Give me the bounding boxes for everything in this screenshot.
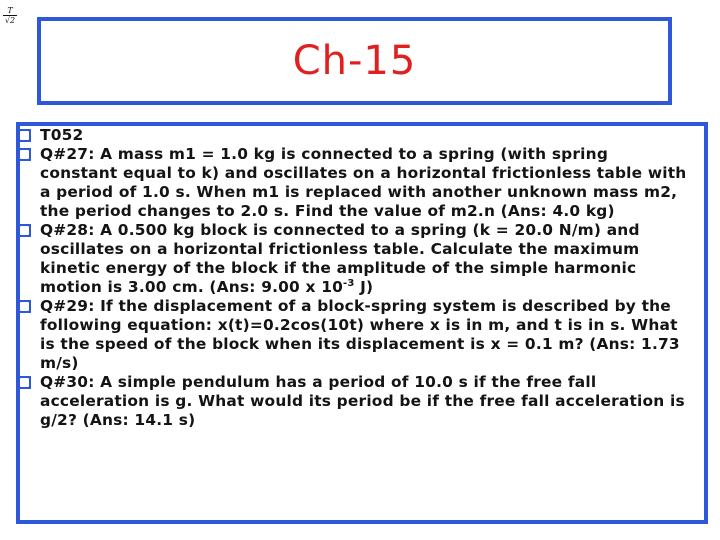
item-text: Q#30: A simple pendulum has a period of 10.0 s if the free fall acceleration is g. What would its period be if the free fall acceleration is g/2? (Ans: 14.1 s) — [40, 373, 685, 429]
bullet-icon — [18, 300, 31, 313]
item-text: Q#27: A mass m1 = 1.0 kg is connected to a spring (with spring constant equal to k) and oscillates on a horizontal frictionless table with a period of 1.0 s. When m1 is replaced with another unknown mass m2, the period changes to 2.0 s. Find the value of m2.n (Ans: 4.0 kg) — [40, 145, 687, 220]
list-item — [18, 297, 690, 373]
bullet-icon — [18, 224, 31, 237]
list-item — [18, 145, 690, 221]
q28-exponent: -3 — [343, 278, 355, 289]
list-item — [18, 373, 690, 430]
fraction-numerator: T — [3, 6, 17, 16]
bullet-icon — [18, 148, 31, 161]
item-text: Q#29: If the displacement of a block-spring system is described by the following equation: x(t)=0.2cos(10t) where x is in m, and t is in s. What is the speed of the block when its displacement is x = 0.1 m? (Ans: 1.73 m/s) — [40, 297, 680, 372]
corner-fraction — [3, 6, 17, 25]
item-text-q28 — [40, 221, 640, 296]
item-text: T052 — [40, 126, 84, 144]
q28-before: Q#28: A 0.500 kg block is connected to a spring (k = 20.0 N/m) and oscillates on a horizontal frictionless table. Calculate the maximum kinetic energy of the block if the amplitude of the simple harmonic motion is 3.00 cm. (Ans: 9.00 x 10 — [40, 221, 640, 296]
bullet-icon — [18, 376, 31, 389]
bullet-icon — [18, 129, 31, 142]
title-box — [37, 17, 672, 105]
list-item — [18, 221, 690, 297]
slide-title: Ch-15 — [292, 38, 417, 84]
question-list — [18, 126, 690, 430]
q28-after: J) — [354, 278, 374, 296]
fraction-denominator: √2 — [4, 16, 16, 25]
list-item — [18, 126, 690, 145]
